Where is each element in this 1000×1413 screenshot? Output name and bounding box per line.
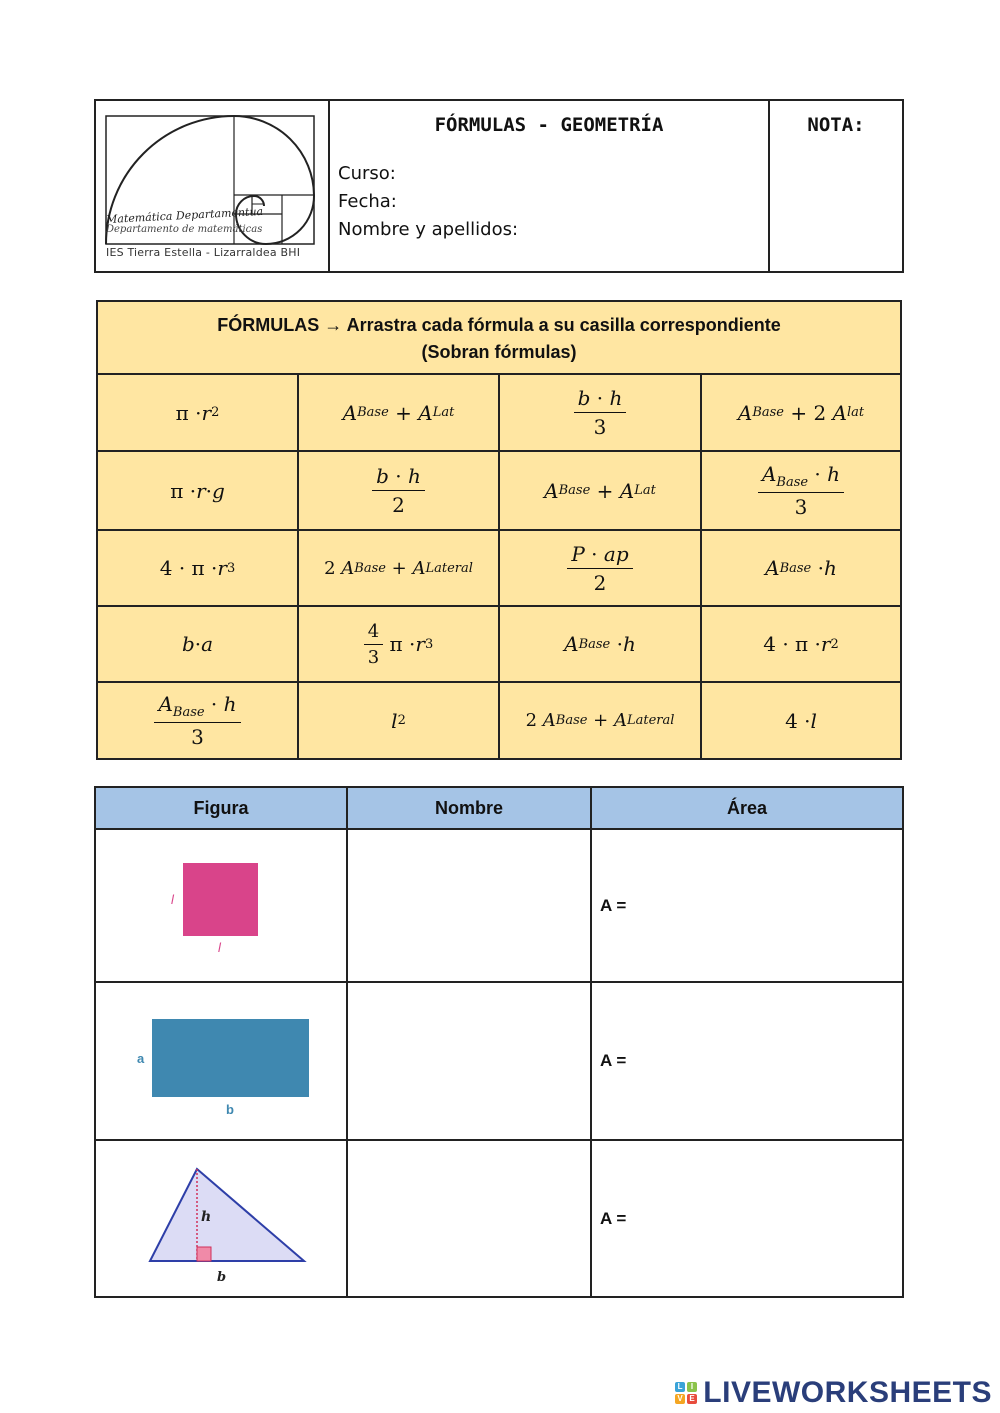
- header-nombre: Nombre: [348, 788, 592, 828]
- formula-bank: [96, 300, 902, 760]
- triangle-height-label: h: [201, 1208, 212, 1225]
- name-drop-square[interactable]: [348, 830, 592, 981]
- formula-pi-r2[interactable]: π · r 2: [98, 375, 299, 452]
- school-logo: [96, 101, 330, 271]
- formula-abase-plus-alat-2[interactable]: A Base + A Lat: [500, 452, 702, 531]
- rectangle-figure: [101, 986, 341, 1136]
- liveworksheets-brand: LIVEWORKSHEETS: [703, 1376, 992, 1409]
- formula-abase-h[interactable]: A Base · h: [702, 531, 900, 607]
- header-info: [330, 101, 770, 271]
- square-figure: [101, 831, 341, 981]
- figure-table: [94, 786, 904, 1298]
- area-label-rectangle: A =: [600, 1051, 627, 1070]
- formula-abase-plus-alat[interactable]: A Base + A Lat: [299, 375, 500, 452]
- area-drop-triangle[interactable]: [592, 1141, 902, 1296]
- triangle-base-label: b: [217, 1269, 227, 1285]
- formula-4-3-pi-r3[interactable]: $\frac{4}{3}$ π · r 3: [299, 607, 500, 683]
- table-row-triangle: [96, 1141, 902, 1296]
- nombre-field[interactable]: Nombre y apellidos:: [338, 219, 519, 240]
- formula-2abase-plus-alateral[interactable]: 2 A Base + A Lateral: [299, 531, 500, 607]
- formula-l-squared[interactable]: l 2: [299, 683, 500, 758]
- table-header-row: [96, 788, 902, 830]
- page-title: FÓRMULAS - GEOMETRÍA: [434, 114, 664, 136]
- formula-bank-instruction: FÓRMULAS → Arrastra cada fórmula a su casilla correspondiente: [217, 315, 781, 335]
- formula-pi-r-g[interactable]: π · r · g: [98, 452, 299, 531]
- formula-bank-note: (Sobran fórmulas): [421, 342, 577, 362]
- formula-p-ap-over-2[interactable]: $\frac{P \cdot ap}{2}$: [500, 531, 702, 607]
- rectangle-side-label: a: [137, 1051, 145, 1066]
- table-row-square: [96, 830, 902, 983]
- liveworksheets-icon: L I V E: [675, 1382, 697, 1404]
- logo-school-name: IES Tierra Estella - Lizarraldea BHI: [106, 246, 301, 259]
- header-area: Área: [726, 797, 768, 818]
- worksheet-header: [94, 99, 904, 273]
- area-label-square: A =: [600, 895, 627, 915]
- square-bottom-label: l: [218, 939, 221, 955]
- figure-rectangle-cell: [96, 983, 348, 1139]
- rectangle-bottom-label: b: [226, 1102, 234, 1117]
- logo-text-spanish: Departamento de matemáticas: [106, 224, 263, 235]
- formula-abase-h-over-3-2[interactable]: $\frac{A_{Base} \cdot h}{3}$: [98, 683, 299, 758]
- nota-label: NOTA:: [807, 114, 865, 136]
- square-side-label: l: [171, 891, 174, 907]
- liveworksheets-logo: [675, 1376, 992, 1410]
- formula-bh-over-3[interactable]: $\frac{b \cdot h}{3}$: [500, 375, 702, 452]
- formula-4-pi-r3[interactable]: 4 · π · r 3: [98, 531, 299, 607]
- formula-2abase-plus-alateral-2[interactable]: 2 A Base + A Lateral: [500, 683, 702, 758]
- name-drop-triangle[interactable]: [348, 1141, 592, 1296]
- table-row-rectangle: [96, 983, 902, 1141]
- formula-abase-h-2[interactable]: A Base · h: [500, 607, 702, 683]
- triangle-figure: [101, 1144, 341, 1294]
- header-figura: Figura: [96, 788, 348, 828]
- formula-bank-title: [98, 302, 900, 375]
- logo-text-basque: Matemática Departamentua: [105, 204, 264, 227]
- grade-box: [770, 101, 902, 271]
- formula-abase-plus-2alat[interactable]: A Base + 2 A lat: [702, 375, 900, 452]
- formula-b-a[interactable]: b · a: [98, 607, 299, 683]
- formula-abase-h-over-3[interactable]: $\frac{A_{Base} \cdot h}{3}$: [702, 452, 900, 531]
- figure-triangle-cell: [96, 1141, 348, 1296]
- figure-square-cell: [96, 830, 348, 981]
- area-drop-rectangle[interactable]: [592, 983, 902, 1139]
- area-drop-square[interactable]: [592, 830, 902, 981]
- formula-4-l[interactable]: 4 · l: [785, 708, 817, 733]
- curso-field[interactable]: Curso:: [338, 163, 396, 184]
- fecha-field[interactable]: Fecha:: [338, 191, 397, 212]
- area-label-triangle: A =: [600, 1208, 627, 1228]
- formula-bh-over-2[interactable]: $\frac{b \cdot h}{2}$: [299, 452, 500, 531]
- formula-grid: [98, 375, 900, 758]
- formula-4-pi-r2[interactable]: 4 · π · r 2: [702, 607, 900, 683]
- name-drop-rectangle[interactable]: [348, 983, 592, 1139]
